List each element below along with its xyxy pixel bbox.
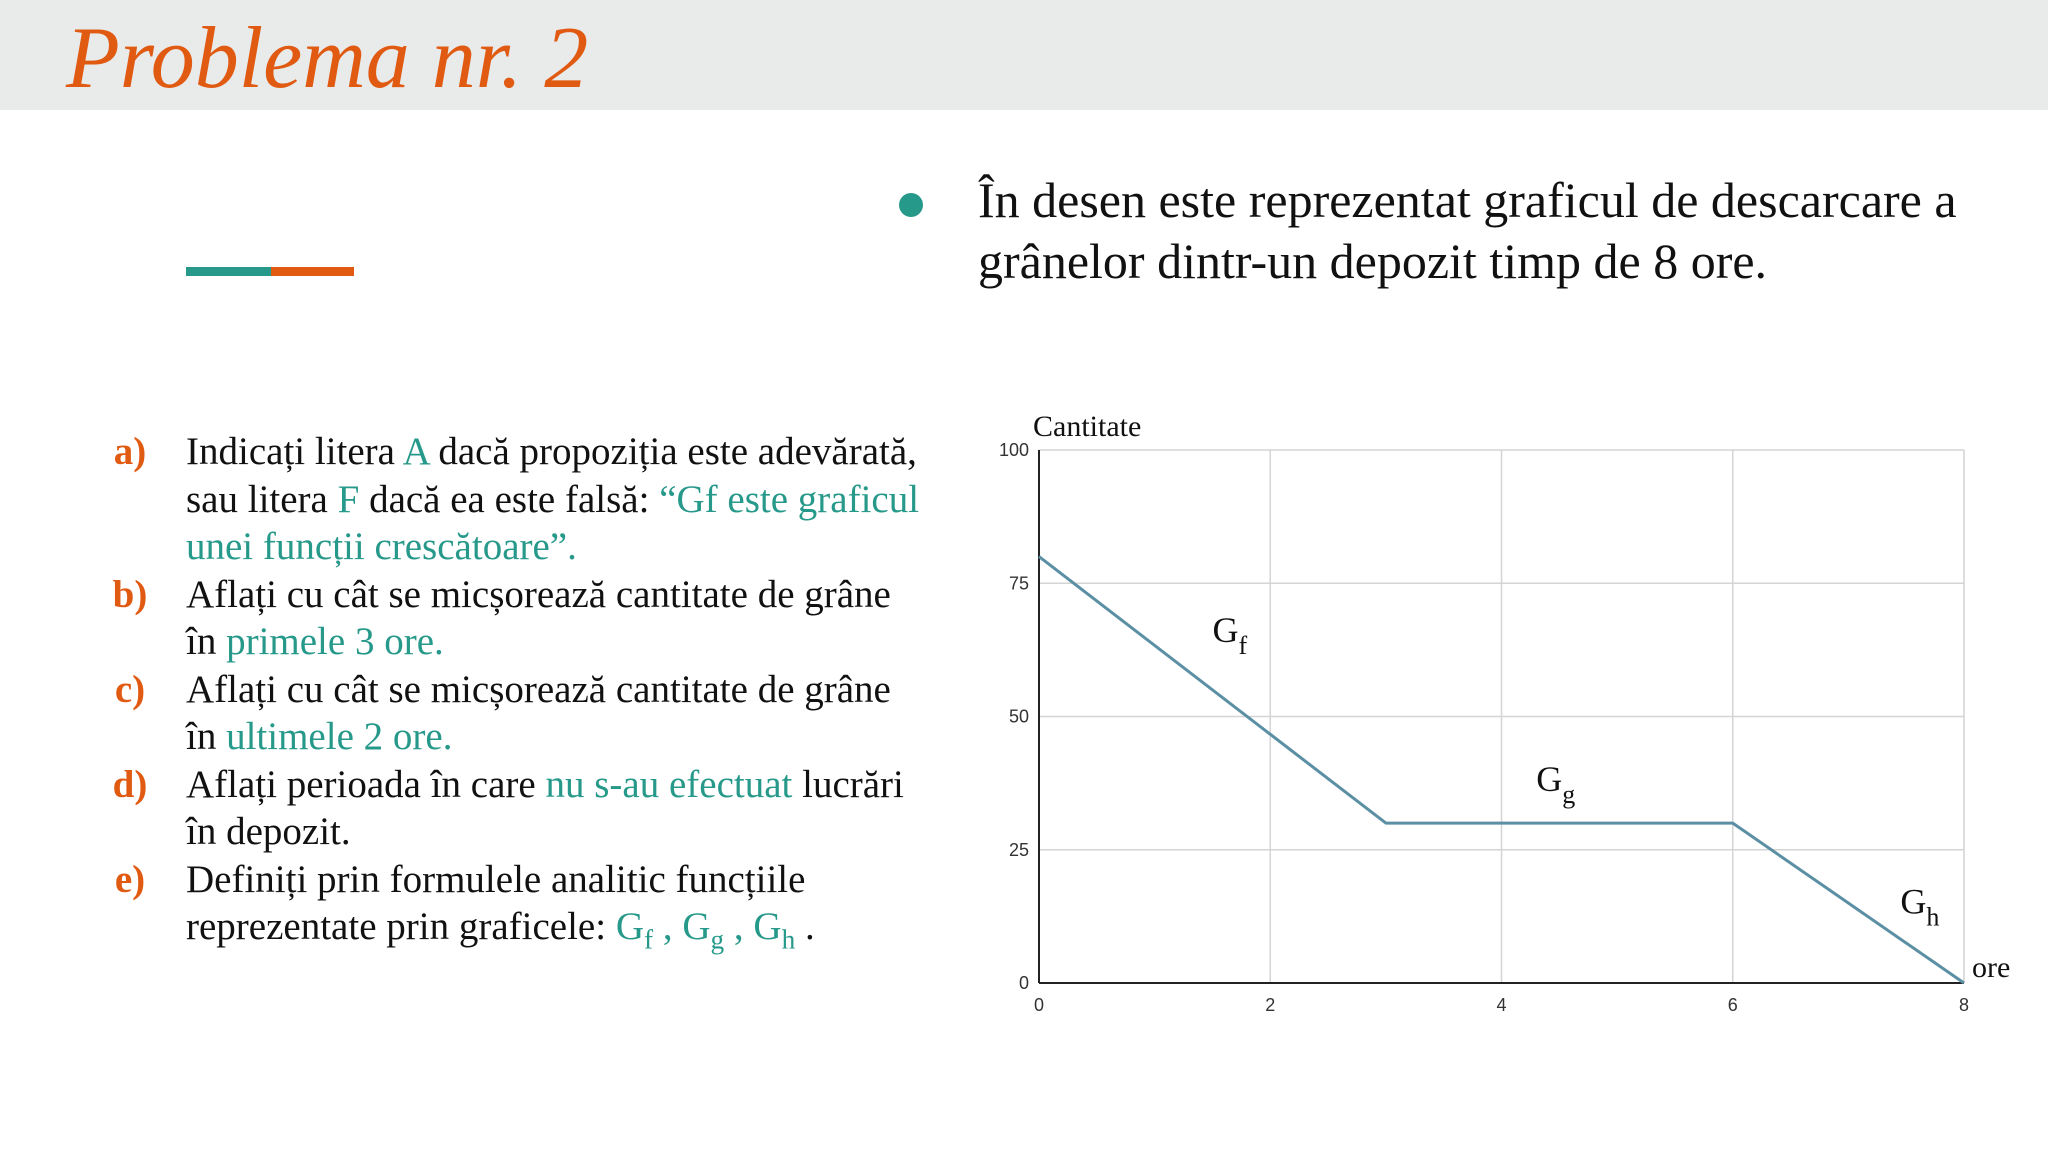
text-segment: dacă propoziția este adevărată, sau litera xyxy=(186,430,917,521)
accent-line-orange xyxy=(271,267,354,276)
x-tick-label: 6 xyxy=(1727,995,1738,1015)
x-tick-label: 8 xyxy=(1958,995,1970,1015)
graph-label-subscript: g xyxy=(1562,780,1576,810)
question-label: e) xyxy=(114,857,146,901)
text-segment: lucrări în depozit. xyxy=(186,762,904,853)
separator: , xyxy=(724,905,754,948)
highlight-letter-f: F xyxy=(337,477,360,521)
text-segment: Aflați perioada în care xyxy=(186,762,546,806)
page-title: Problema nr. 2 xyxy=(66,10,589,107)
graph-label-gh xyxy=(1900,882,1939,932)
question-text xyxy=(186,761,920,856)
separator: , xyxy=(653,905,683,948)
graph-name-gf xyxy=(615,905,654,955)
question-label: d) xyxy=(112,762,148,806)
question-list xyxy=(80,428,920,955)
bullet-dot-icon xyxy=(899,193,923,217)
text-segment: Indicați litera xyxy=(186,430,403,473)
x-tick-label: 2 xyxy=(1265,995,1276,1015)
y-tick-label: 75 xyxy=(1008,573,1029,594)
highlight-text: ultimele 2 ore. xyxy=(226,715,453,758)
graph-label-base: G xyxy=(1212,609,1239,650)
x-axis-label: ore xyxy=(1972,951,2011,984)
graph-subscript: h xyxy=(781,924,796,955)
question-e xyxy=(80,856,920,955)
text-segment: . xyxy=(795,905,815,948)
y-tick-label: 0 xyxy=(1018,973,1029,993)
question-a xyxy=(80,428,920,571)
graph-label-base: G xyxy=(1536,759,1563,800)
question-text xyxy=(186,856,920,955)
highlight-text: nu s-au efectuat xyxy=(545,762,793,806)
graph-name-gg xyxy=(682,905,725,955)
discharge-chart xyxy=(960,400,2048,1040)
graph-label-gf xyxy=(1212,610,1247,660)
accent-line-teal xyxy=(186,267,271,276)
intro-text: În desen este reprezentat graficul de descarcare a grânelor dintr-un depozit timp de 8 ore. xyxy=(978,172,1957,289)
graph-letter: G xyxy=(682,905,711,948)
question-c xyxy=(80,666,920,761)
highlight-letter-a: A xyxy=(402,430,429,473)
text-segment: Aflați cu cât se micșorează cantitate de grâne în xyxy=(186,572,891,663)
y-tick-label: 50 xyxy=(1008,706,1029,727)
graph-label-subscript: h xyxy=(1926,902,1940,932)
question-d xyxy=(80,761,920,856)
y-tick-label: 25 xyxy=(1008,839,1029,860)
question-text xyxy=(186,428,920,571)
y-axis-label: Cantitate xyxy=(1033,410,1142,443)
question-text xyxy=(186,666,920,761)
question-label: a) xyxy=(113,430,147,473)
graph-label-base: G xyxy=(1900,881,1927,922)
graph-label-subscript: f xyxy=(1238,630,1248,660)
x-tick-label: 4 xyxy=(1496,995,1507,1015)
graph-letter: G xyxy=(615,905,644,948)
y-tick-label: 100 xyxy=(998,440,1029,460)
question-text xyxy=(186,571,920,666)
question-b xyxy=(80,571,920,666)
question-label: b) xyxy=(112,572,148,616)
graph-label-gg xyxy=(1536,759,1575,809)
graph-subscript: f xyxy=(643,924,654,955)
graph-name-gh xyxy=(753,905,796,955)
text-segment: dacă ea este falsă: xyxy=(359,477,660,521)
text-segment: Definiți prin formulele analitic funcțiile reprezentate prin graficele: xyxy=(186,857,806,948)
highlight-text: primele 3 ore. xyxy=(226,620,444,663)
highlight-statement: “Gf este graficul unei funcții crescătoare”. xyxy=(186,477,920,568)
text-segment: Aflați cu cât se micșorează cantitate de grâne în xyxy=(186,667,891,758)
question-label: c) xyxy=(114,667,146,711)
graph-letter: G xyxy=(753,905,782,948)
graph-subscript: g xyxy=(710,924,725,955)
x-tick-label: 0 xyxy=(1033,995,1045,1015)
